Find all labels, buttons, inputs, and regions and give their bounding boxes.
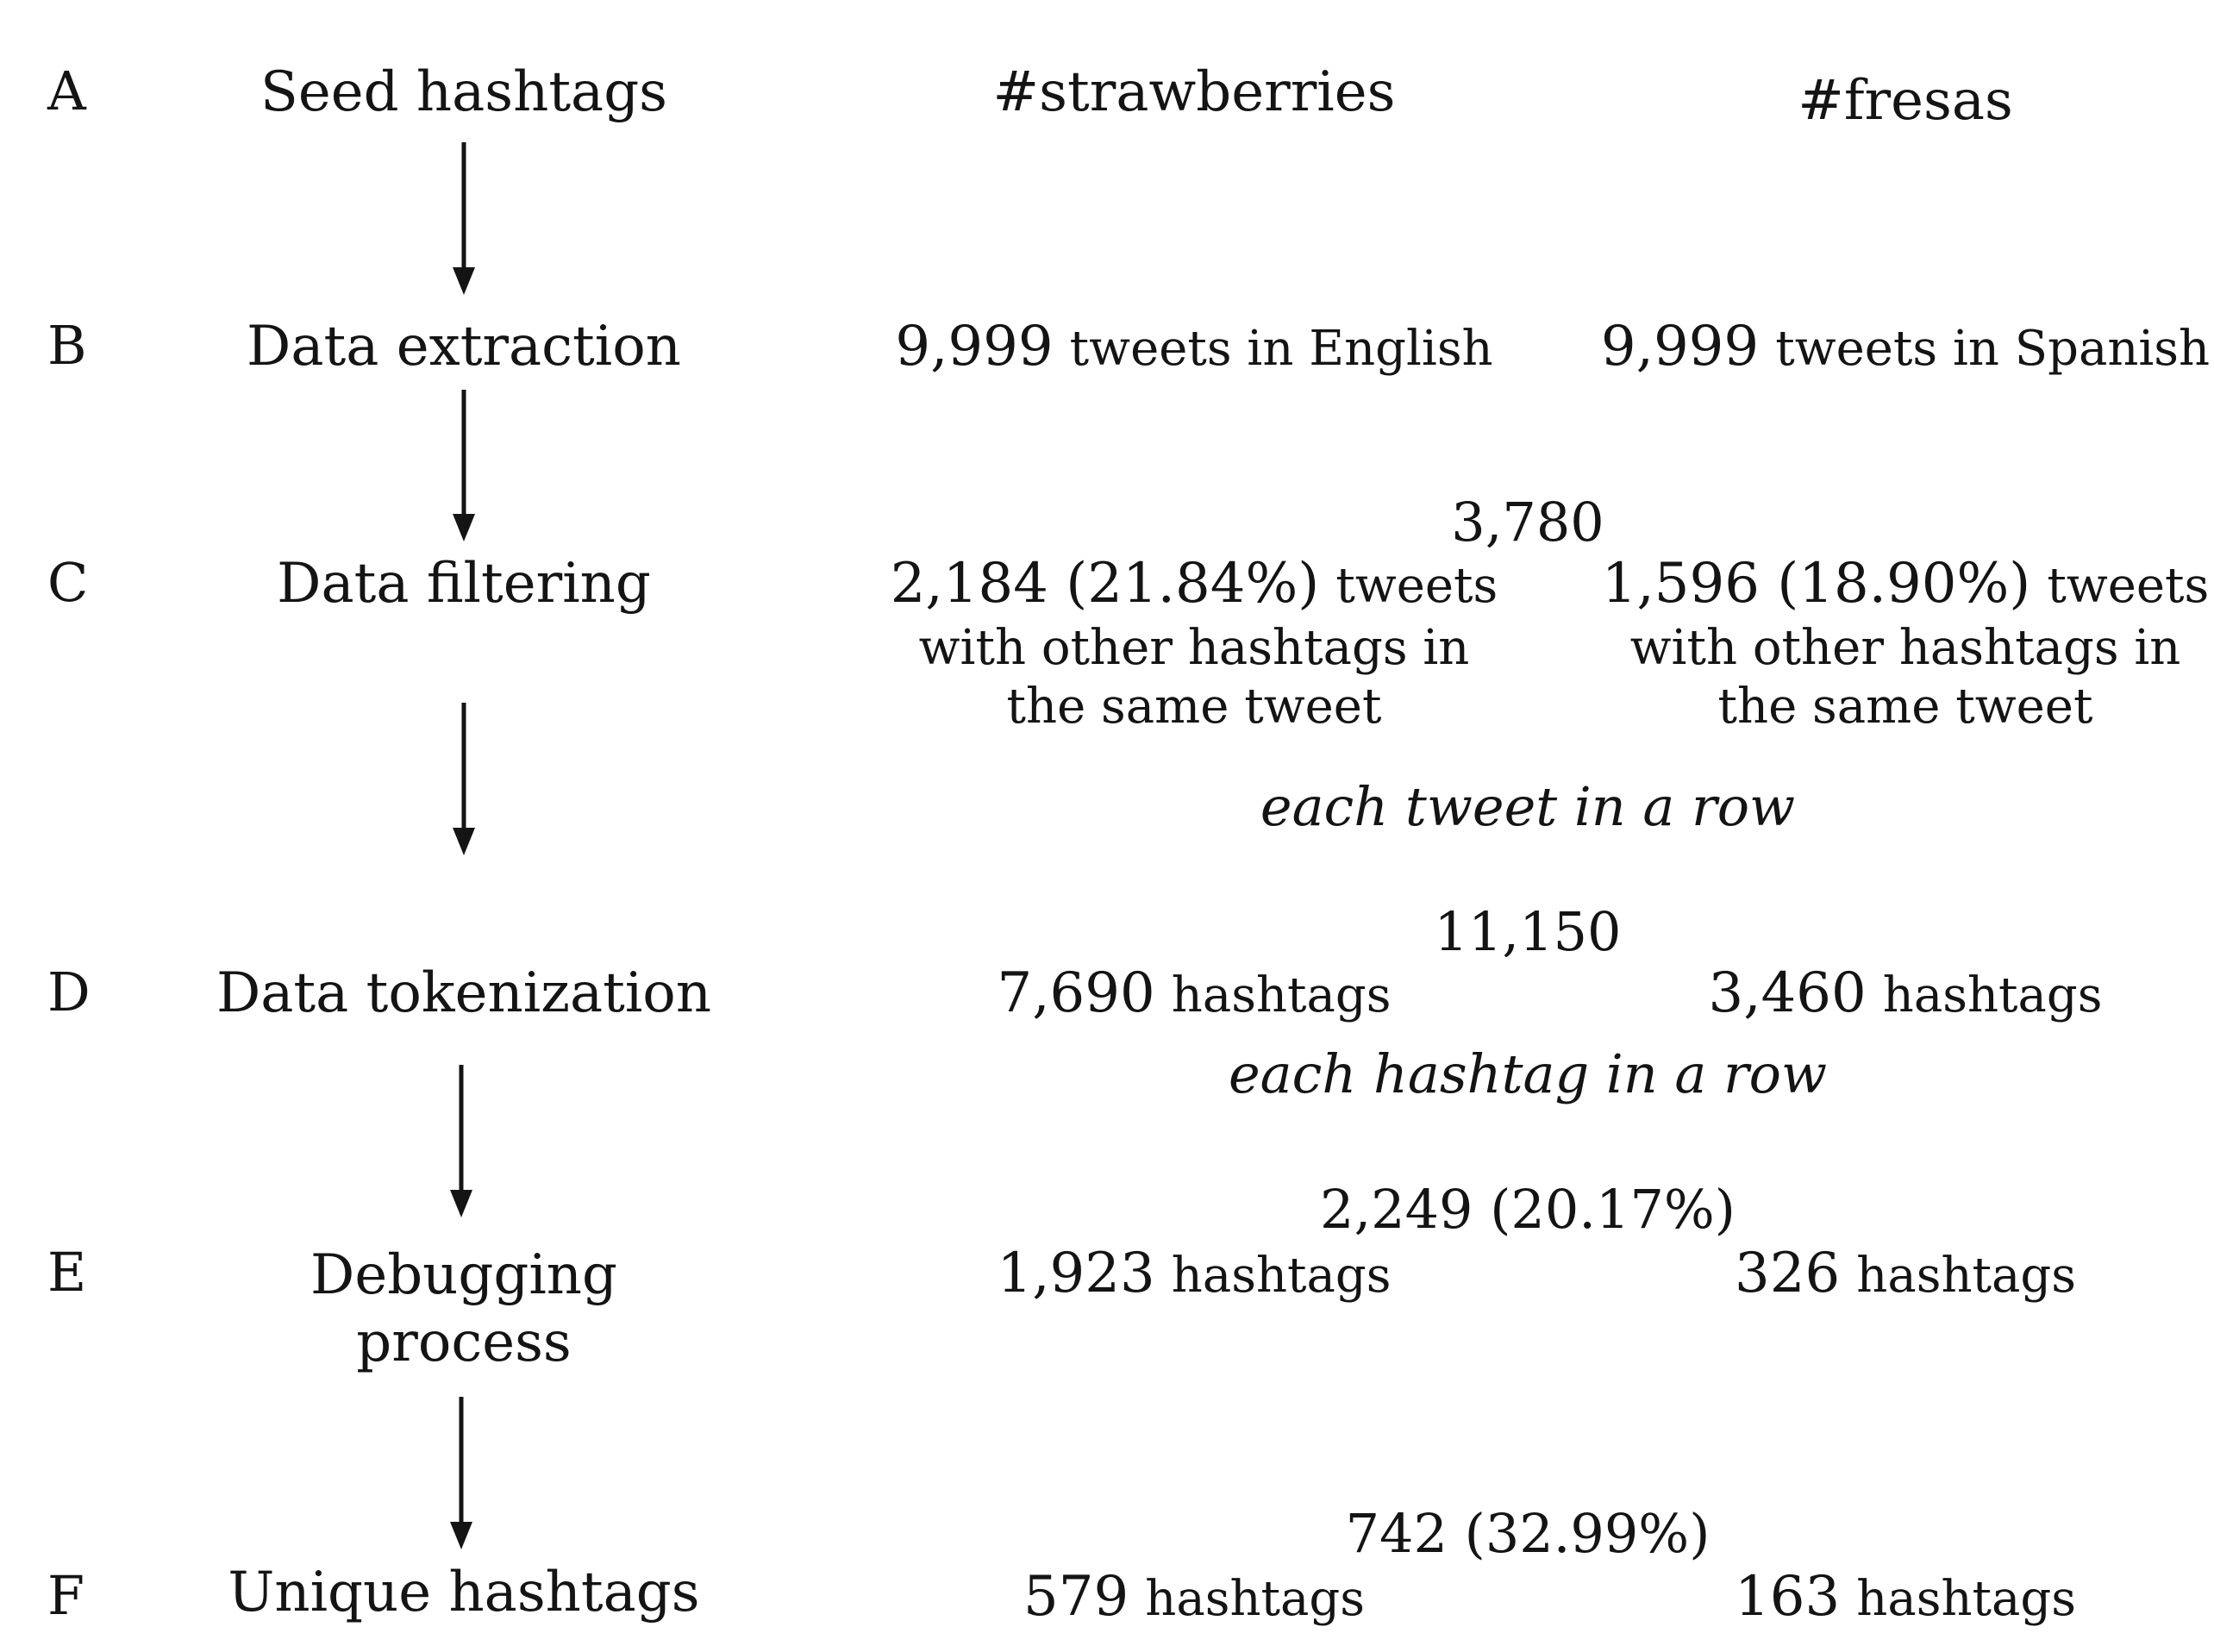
arrow-c-to-d-head — [453, 828, 475, 855]
filtering-note: each tweet in a row — [1260, 775, 1796, 838]
debugging-english — [997, 1242, 1392, 1305]
extraction-spanish-text: tweets in Spanish — [1775, 321, 2211, 377]
debugging-spanish — [1735, 1242, 2076, 1305]
unique-spanish — [1735, 1565, 2076, 1629]
filtering-english-count: 2,184 (21.84%) — [890, 552, 1320, 616]
arrow-e-to-f-head — [450, 1522, 472, 1549]
step-label-seed-hashtags: Seed hashtags — [260, 60, 668, 124]
extraction-spanish — [1600, 315, 2211, 379]
extraction-english-count: 9,999 — [895, 315, 1054, 379]
step-letter-f: F — [47, 1564, 85, 1627]
filtering-spanish-count: 1,596 (18.90%) — [1601, 552, 2031, 616]
step-letter-b: B — [47, 314, 87, 377]
tokenization-spanish — [1708, 961, 2103, 1025]
extraction-english — [895, 315, 1493, 379]
filtering-spanish-rest: with other hashtags in the same tweet — [1629, 620, 2181, 735]
seed-hashtag-english: #strawberries — [992, 60, 1396, 124]
filtering-spanish-inline: tweets — [2047, 558, 2210, 614]
tokenization-note: each hashtag in a row — [1228, 1042, 1828, 1105]
arrow-a-to-b-head — [453, 267, 475, 295]
step-label-debugging-process: Debugging process — [310, 1243, 617, 1375]
tokenization-english-text: hashtags — [1171, 967, 1392, 1023]
filtering-total: 3,780 — [1451, 491, 1604, 554]
unique-spanish-text: hashtags — [1856, 1571, 2076, 1627]
seed-hashtag-spanish: #fresas — [1798, 69, 2013, 133]
extraction-spanish-count: 9,999 — [1600, 315, 1760, 379]
tokenization-english-count: 7,690 — [997, 961, 1155, 1025]
unique-english-count: 579 — [1023, 1565, 1129, 1629]
extraction-english-text: tweets in English — [1069, 321, 1493, 377]
step-letter-d: D — [47, 961, 91, 1023]
step-label-data-extraction: Data extraction — [247, 315, 681, 379]
unique-english — [1023, 1565, 1365, 1629]
debugging-english-count: 1,923 — [997, 1242, 1155, 1305]
debugging-total: 2,249 (20.17%) — [1320, 1178, 1736, 1241]
filtering-english-inline: tweets — [1335, 558, 1498, 614]
arrow-b-to-c-head — [453, 514, 475, 541]
unique-spanish-count: 163 — [1735, 1565, 1841, 1629]
tokenization-spanish-count: 3,460 — [1708, 961, 1867, 1025]
debugging-english-text: hashtags — [1171, 1248, 1392, 1304]
step-label-unique-hashtags: Unique hashtags — [228, 1561, 700, 1624]
step-letter-e: E — [47, 1241, 87, 1304]
filtering-spanish-line1 — [1601, 552, 2210, 616]
unique-english-text: hashtags — [1145, 1571, 1365, 1627]
step-letter-a: A — [47, 59, 86, 122]
debugging-spanish-count: 326 — [1735, 1242, 1841, 1305]
tokenization-total: 11,150 — [1434, 900, 1622, 963]
tokenization-spanish-text: hashtags — [1882, 967, 2103, 1023]
tokenization-english — [997, 961, 1392, 1025]
filtering-english-rest: with other hashtags in the same tweet — [918, 620, 1470, 735]
step-label-data-filtering: Data filtering — [277, 552, 651, 616]
arrow-d-to-e-head — [450, 1190, 472, 1217]
step-label-data-tokenization: Data tokenization — [216, 961, 712, 1025]
step-letter-c: C — [47, 551, 89, 614]
unique-total: 742 (32.99%) — [1345, 1502, 1711, 1565]
filtering-english-line1 — [890, 552, 1498, 616]
debugging-spanish-text: hashtags — [1856, 1248, 2076, 1304]
